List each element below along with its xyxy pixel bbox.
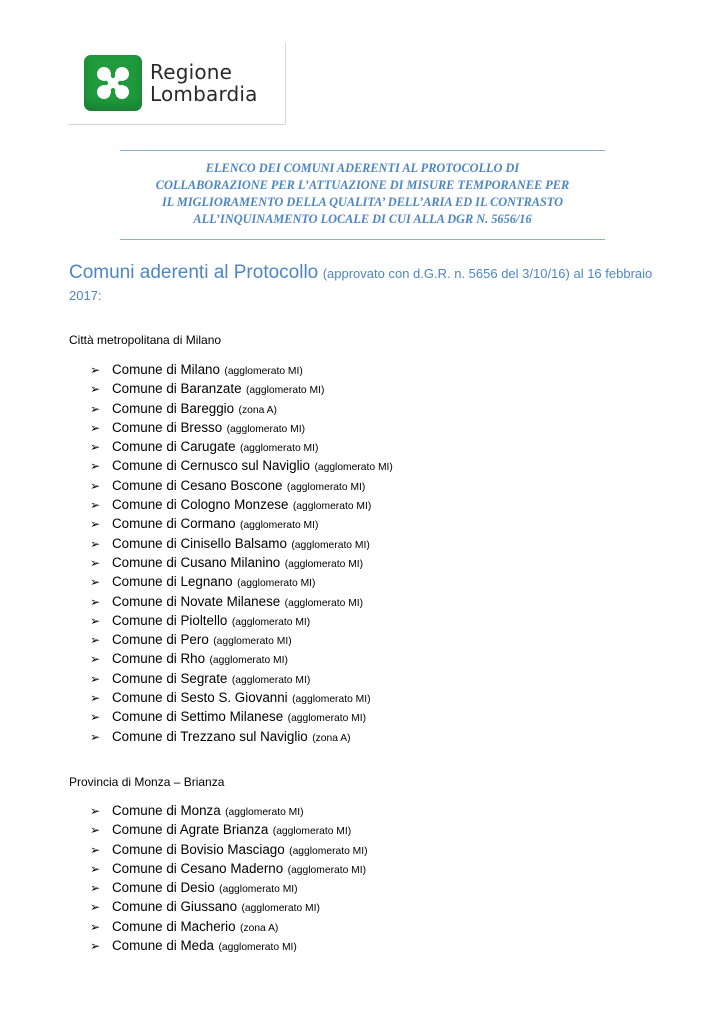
comune-name: Comune di Novate Milanese <box>112 593 281 609</box>
arrow-bullet-icon: ➢ <box>90 594 101 609</box>
list-item <box>90 840 368 859</box>
comune-name: Comune di Pero <box>112 632 209 648</box>
list-item <box>90 727 393 746</box>
list-item <box>90 707 393 726</box>
arrow-bullet-icon: ➢ <box>90 710 101 725</box>
comune-name: Comune di Giussano <box>112 899 238 915</box>
list-item <box>90 897 368 916</box>
comune-name: Comune di Cinisello Balsamo <box>112 535 287 551</box>
title-suffix-continued: 2017: <box>69 288 102 303</box>
arrow-bullet-icon: ➢ <box>90 363 101 377</box>
list-item <box>90 688 393 707</box>
comune-name: Comune di Legnano <box>112 574 233 590</box>
arrow-bullet-icon: ➢ <box>90 420 101 435</box>
comune-zone: (agglomerato MI) <box>225 807 304 818</box>
arrow-bullet-icon: ➢ <box>90 919 101 934</box>
comune-zone: (agglomerato MI) <box>240 520 319 532</box>
comune-name: Comune di Cernusco sul Naviglio <box>112 458 310 474</box>
logo-wordmark <box>150 61 258 105</box>
arrow-bullet-icon: ➢ <box>90 401 101 416</box>
arrow-bullet-icon: ➢ <box>90 440 101 455</box>
comune-name: Comune di Meda <box>112 938 214 954</box>
list-item <box>90 630 393 649</box>
comune-zone: (agglomerato MI) <box>241 903 320 915</box>
lombardia-rose-icon <box>84 55 142 111</box>
list-item <box>90 669 393 688</box>
comune-name: Comune di Agrate Brianza <box>112 822 269 838</box>
list-item <box>90 820 368 839</box>
comune-zone: (agglomerato MI) <box>218 942 297 954</box>
arrow-bullet-icon: ➢ <box>90 671 101 686</box>
comune-zone: (agglomerato MI) <box>291 539 370 551</box>
list-item <box>90 917 368 936</box>
arrow-bullet-icon: ➢ <box>90 555 101 570</box>
arrow-bullet-icon: ➢ <box>90 881 101 896</box>
comune-name: Comune di Monza <box>112 803 221 818</box>
comune-name: Comune di Carugate <box>112 439 236 455</box>
logo-line-1: Regione <box>150 60 233 84</box>
section-label-monza-brianza: Provincia di Monza – Brianza <box>69 775 225 789</box>
arrow-bullet-icon: ➢ <box>90 691 101 706</box>
heading-line: ELENCO DEI COMUNI ADERENTI AL PROTOCOLLO DI <box>205 161 520 175</box>
document-heading <box>110 160 615 228</box>
list-item <box>90 514 393 533</box>
list-item <box>90 534 393 553</box>
title-suffix: (approvato con d.G.R. n. 5656 del 3/10/16) al 16 febbraio <box>322 266 653 281</box>
arrow-bullet-icon: ➢ <box>90 842 101 857</box>
list-item <box>90 859 368 878</box>
comune-zone: (agglomerato MI) <box>292 694 371 706</box>
comune-name: Comune di Cesano Maderno <box>112 860 284 876</box>
section-label-milano: Città metropolitana di Milano <box>69 333 222 347</box>
arrow-bullet-icon: ➢ <box>90 633 101 648</box>
heading-bottom-rule <box>120 239 605 240</box>
comune-zone: (agglomerato MI) <box>289 845 368 857</box>
comune-zone: (agglomerato MI) <box>209 655 288 667</box>
arrow-bullet-icon: ➢ <box>90 729 101 744</box>
comune-name: Comune di Bareggio <box>112 400 235 416</box>
comune-name: Comune di Pioltello <box>112 612 228 628</box>
arrow-bullet-icon: ➢ <box>90 517 101 532</box>
list-item <box>90 592 393 611</box>
list-item <box>90 801 368 820</box>
comune-name: Comune di Baranzate <box>112 381 242 397</box>
list-item <box>90 572 393 591</box>
logo-line-2: Lombardia <box>150 82 258 106</box>
comune-zone: (agglomerato MI) <box>286 481 366 493</box>
comune-zone: (agglomerato MI) <box>284 597 364 609</box>
arrow-bullet-icon: ➢ <box>90 382 101 397</box>
comune-zone: (agglomerato MI) <box>213 636 292 648</box>
arrow-bullet-icon: ➢ <box>90 900 101 915</box>
list-item <box>90 553 393 572</box>
heading-line: ALL’INQUINAMENTO LOCALE DI CUI ALLA DGR N. 5656/16 <box>193 212 532 226</box>
comune-zone: (agglomerato MI) <box>287 864 367 876</box>
comune-name: Comune di Milano <box>112 362 220 377</box>
heading-line: IL MIGLIORAMENTO DELLA QUALITA’ DELL’ARIA ED IL CONTRASTO <box>162 195 563 209</box>
arrow-bullet-icon: ➢ <box>90 575 101 590</box>
arrow-bullet-icon: ➢ <box>90 861 101 876</box>
arrow-bullet-icon: ➢ <box>90 536 101 551</box>
list-item <box>90 456 393 475</box>
heading-top-rule <box>120 150 605 151</box>
comune-zone: (agglomerato MI) <box>272 826 352 838</box>
comune-zone: (agglomerato MI) <box>245 385 325 397</box>
comune-zone: (agglomerato MI) <box>224 366 303 377</box>
comuni-list-milano <box>90 360 393 746</box>
comune-zone: (zona A) <box>240 922 279 934</box>
comune-zone: (agglomerato MI) <box>314 462 393 474</box>
list-item <box>90 936 368 955</box>
list-item <box>90 878 368 897</box>
comune-name: Comune di Cormano <box>112 516 236 532</box>
comune-zone: (zona A) <box>312 732 351 744</box>
comune-name: Comune di Desio <box>112 880 215 896</box>
regione-lombardia-logo <box>68 43 286 125</box>
arrow-bullet-icon: ➢ <box>90 459 101 474</box>
comune-zone: (agglomerato MI) <box>284 558 364 570</box>
comune-name: Comune di Macherio <box>112 918 236 934</box>
comune-zone: (agglomerato MI) <box>231 616 311 628</box>
title-main: Comuni aderenti al Protocollo <box>69 262 319 283</box>
comune-zone: (agglomerato MI) <box>237 578 316 590</box>
list-item <box>90 360 393 379</box>
comune-zone: (agglomerato MI) <box>292 501 372 513</box>
arrow-bullet-icon: ➢ <box>90 498 101 513</box>
comune-zone: (agglomerato MI) <box>231 674 311 686</box>
comune-zone: (agglomerato MI) <box>287 713 367 725</box>
arrow-bullet-icon: ➢ <box>90 939 101 954</box>
comune-name: Comune di Sesto S. Giovanni <box>112 690 288 706</box>
comune-zone: (zona A) <box>238 404 277 416</box>
arrow-bullet-icon: ➢ <box>90 652 101 667</box>
arrow-bullet-icon: ➢ <box>90 804 101 818</box>
arrow-bullet-icon: ➢ <box>90 478 101 493</box>
comune-zone: (agglomerato MI) <box>240 443 319 455</box>
list-item <box>90 418 393 437</box>
list-item <box>90 611 393 630</box>
comune-name: Comune di Bresso <box>112 419 223 435</box>
comune-name: Comune di Trezzano sul Naviglio <box>112 728 308 744</box>
comune-name: Comune di Cusano Milanino <box>112 554 281 570</box>
comune-name: Comune di Segrate <box>112 670 228 686</box>
list-item <box>90 649 393 668</box>
comune-name: Comune di Bovisio Masciago <box>112 841 285 857</box>
list-item <box>90 476 393 495</box>
list-item <box>90 495 393 514</box>
page-title <box>69 262 669 307</box>
list-item <box>90 437 393 456</box>
list-item <box>90 379 393 398</box>
arrow-bullet-icon: ➢ <box>90 613 101 628</box>
comuni-list-monza-brianza <box>90 801 368 955</box>
comune-zone: (agglomerato MI) <box>226 423 306 435</box>
comune-zone: (agglomerato MI) <box>219 884 298 896</box>
comune-name: Comune di Cologno Monzese <box>112 497 289 513</box>
comune-name: Comune di Settimo Milanese <box>112 709 284 725</box>
comune-name: Comune di Rho <box>112 651 206 667</box>
list-item <box>90 399 393 418</box>
arrow-bullet-icon: ➢ <box>90 823 101 838</box>
heading-line: COLLABORAZIONE PER L’ATTUAZIONE DI MISURE TEMPORANEE PER <box>155 178 570 192</box>
comune-name: Comune di Cesano Boscone <box>112 477 283 493</box>
